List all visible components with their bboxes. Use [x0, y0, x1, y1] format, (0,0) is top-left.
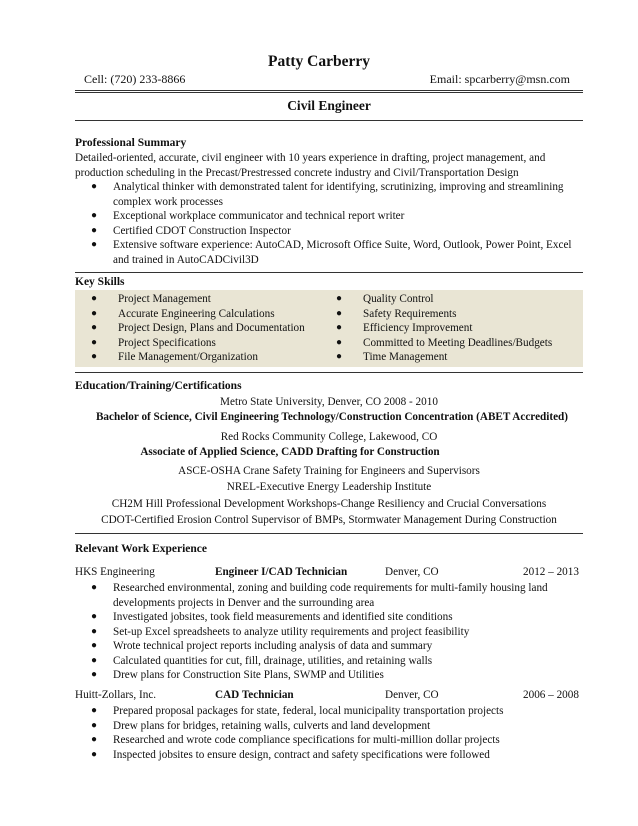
metro-degree: Bachelor of Science, Civil Engineering Technology/Construction Concentration (ABET Accredited) — [95, 411, 569, 423]
header-divider — [75, 90, 583, 93]
list-item: ● Researched environmental, zoning and building code requirements for multi-family housing land developments projects in Denver and the surrounding area — [91, 582, 548, 609]
experience-divider — [75, 533, 583, 534]
education-heading — [75, 379, 583, 394]
key-skills-heading — [75, 275, 583, 290]
job-dates: 2012 – 2013 — [523, 566, 579, 578]
cell-phone: Cell: (720) 233-8866 — [84, 72, 186, 86]
bullet-icon: ● — [91, 582, 98, 593]
metro-school: Metro State University, Denver, CO 2008 - 2010 — [220, 396, 438, 408]
company-name: Huitt-Zollars, Inc. — [75, 689, 157, 701]
list-item: ● Efficiency Improvement — [336, 322, 473, 334]
certification: NREL-Executive Energy Leadership Institute — [226, 481, 432, 493]
job-bullets — [75, 581, 583, 683]
list-item: ● Extensive software experience: AutoCAD, Microsoft Office Suite, Word, Outlook, Power Point, Excel and trained in AutoCADCivil3D — [91, 239, 572, 266]
list-item: ● Time Management — [336, 351, 448, 363]
bullet-icon: ● — [91, 705, 98, 716]
bullet-icon: ● — [336, 336, 343, 348]
summary-bullets — [75, 180, 583, 267]
job-bullets — [75, 704, 583, 762]
bullet-icon: ● — [91, 640, 98, 651]
list-item: ● Drew plans for bridges, retaining walls, culverts and land development — [91, 719, 431, 732]
bullet-icon: ● — [91, 351, 98, 362]
job-dates: 2006 – 2008 — [523, 689, 579, 701]
bullet-icon: ● — [91, 181, 98, 192]
skills-left-column — [75, 292, 329, 365]
professional-summary-section — [75, 136, 583, 267]
section-heading: Key Skills — [75, 276, 125, 288]
list-item: ● File Management/Organization — [91, 351, 258, 363]
list-item: ● Investigated jobsites, took field measurements and identified site conditions — [91, 611, 453, 623]
list-item: ● Project Design, Plans and Documentation — [91, 322, 305, 334]
candidate-name: Patty Carberry — [268, 53, 370, 70]
skills-right-column — [320, 292, 583, 365]
bullet-icon: ● — [91, 734, 98, 745]
list-item: ● Project Specifications — [91, 336, 216, 349]
summary-text: Detailed-oriented, accurate, civil engineer with 10 years experience in drafting, project management, and production scheduling in the Precast/Prestressed concrete industry and Civil/Transportation Design — [75, 152, 546, 179]
email-address: Email: spcarberry@msn.com — [429, 72, 570, 86]
title-divider — [75, 120, 583, 121]
bullet-icon: ● — [91, 322, 98, 333]
list-item: ● Inspected jobsites to ensure design, contract and safety specifications were followed — [91, 748, 490, 761]
bullet-icon: ● — [336, 293, 343, 304]
bullet-icon: ● — [91, 654, 98, 666]
bullet-icon: ● — [91, 336, 98, 348]
bullet-icon: ● — [91, 611, 98, 622]
bullet-icon: ● — [91, 224, 98, 236]
redrocks-school: Red Rocks Community College, Lakewood, CO — [220, 431, 438, 443]
section-heading: Education/Training/Certifications — [75, 380, 242, 392]
company-name: HKS Engineering — [75, 566, 155, 578]
certification: CH2M Hill Professional Development Workshops-Change Resiliency and Crucial Conversations — [111, 498, 547, 510]
list-item: ● Project Management — [91, 293, 211, 305]
bullet-icon: ● — [336, 351, 343, 362]
list-item: ● Analytical thinker with demonstrated talent for identifying, scrutinizing, improving and streamlining complex work processes — [91, 181, 564, 208]
section-heading: Relevant Work Experience — [75, 543, 208, 555]
bullet-icon: ● — [91, 748, 98, 760]
job-title: Civil Engineer — [287, 98, 371, 113]
list-item: ● Set-up Excel spreadsheets to analyze utility requirements and project feasibility — [91, 625, 470, 638]
bullet-icon: ● — [91, 307, 98, 319]
key-skills-table — [75, 290, 583, 367]
bullet-icon: ● — [336, 307, 343, 319]
job-location: Denver, CO — [385, 566, 439, 578]
education-divider — [75, 372, 583, 373]
list-item: ● Researched and wrote code compliance specifications for multi-million dollar projects — [91, 734, 500, 746]
bullet-icon: ● — [91, 239, 98, 250]
list-item: ● Exceptional workplace communicator and technical report writer — [91, 210, 405, 222]
section-heading: Professional Summary — [75, 137, 187, 149]
list-item: ● Committed to Meeting Deadlines/Budgets — [336, 336, 553, 349]
bullet-icon: ● — [91, 293, 98, 304]
list-item: ● Certified CDOT Construction Inspector — [91, 224, 291, 237]
job-header — [75, 565, 583, 580]
job-role: CAD Technician — [215, 689, 294, 701]
list-item: ● Drew plans for Construction Site Plans, SWMP and Utilities — [91, 669, 384, 681]
bullet-icon: ● — [336, 322, 343, 333]
bullet-icon: ● — [91, 669, 98, 680]
certification: CDOT-Certified Erosion Control Supervisor of BMPs, Stormwater Management During Construction — [101, 514, 557, 526]
list-item: ● Calculated quantities for cut, fill, drainage, utilities, and retaining walls — [91, 654, 433, 667]
experience-heading — [75, 542, 583, 557]
list-item: ● Prepared proposal packages for state, federal, local municipality transportation projects — [91, 705, 504, 717]
contact-line — [84, 72, 570, 87]
certification: ASCE-OSHA Crane Safety Training for Engineers and Supervisors — [178, 465, 480, 477]
bullet-icon: ● — [91, 719, 98, 731]
skills-divider — [75, 272, 583, 273]
redrocks-degree: Associate of Applied Science, CADD Drafting for Construction — [140, 446, 440, 458]
list-item: ● Accurate Engineering Calculations — [91, 307, 275, 320]
list-item: ● Safety Requirements — [336, 307, 457, 320]
job-location: Denver, CO — [385, 689, 439, 701]
bullet-icon: ● — [91, 210, 98, 221]
job-role: Engineer I/CAD Technician — [215, 566, 348, 578]
list-item: ● Wrote technical project reports including analysis of data and summary — [91, 640, 433, 652]
bullet-icon: ● — [91, 625, 98, 637]
list-item: ● Quality Control — [336, 293, 434, 305]
job-header — [75, 688, 583, 703]
